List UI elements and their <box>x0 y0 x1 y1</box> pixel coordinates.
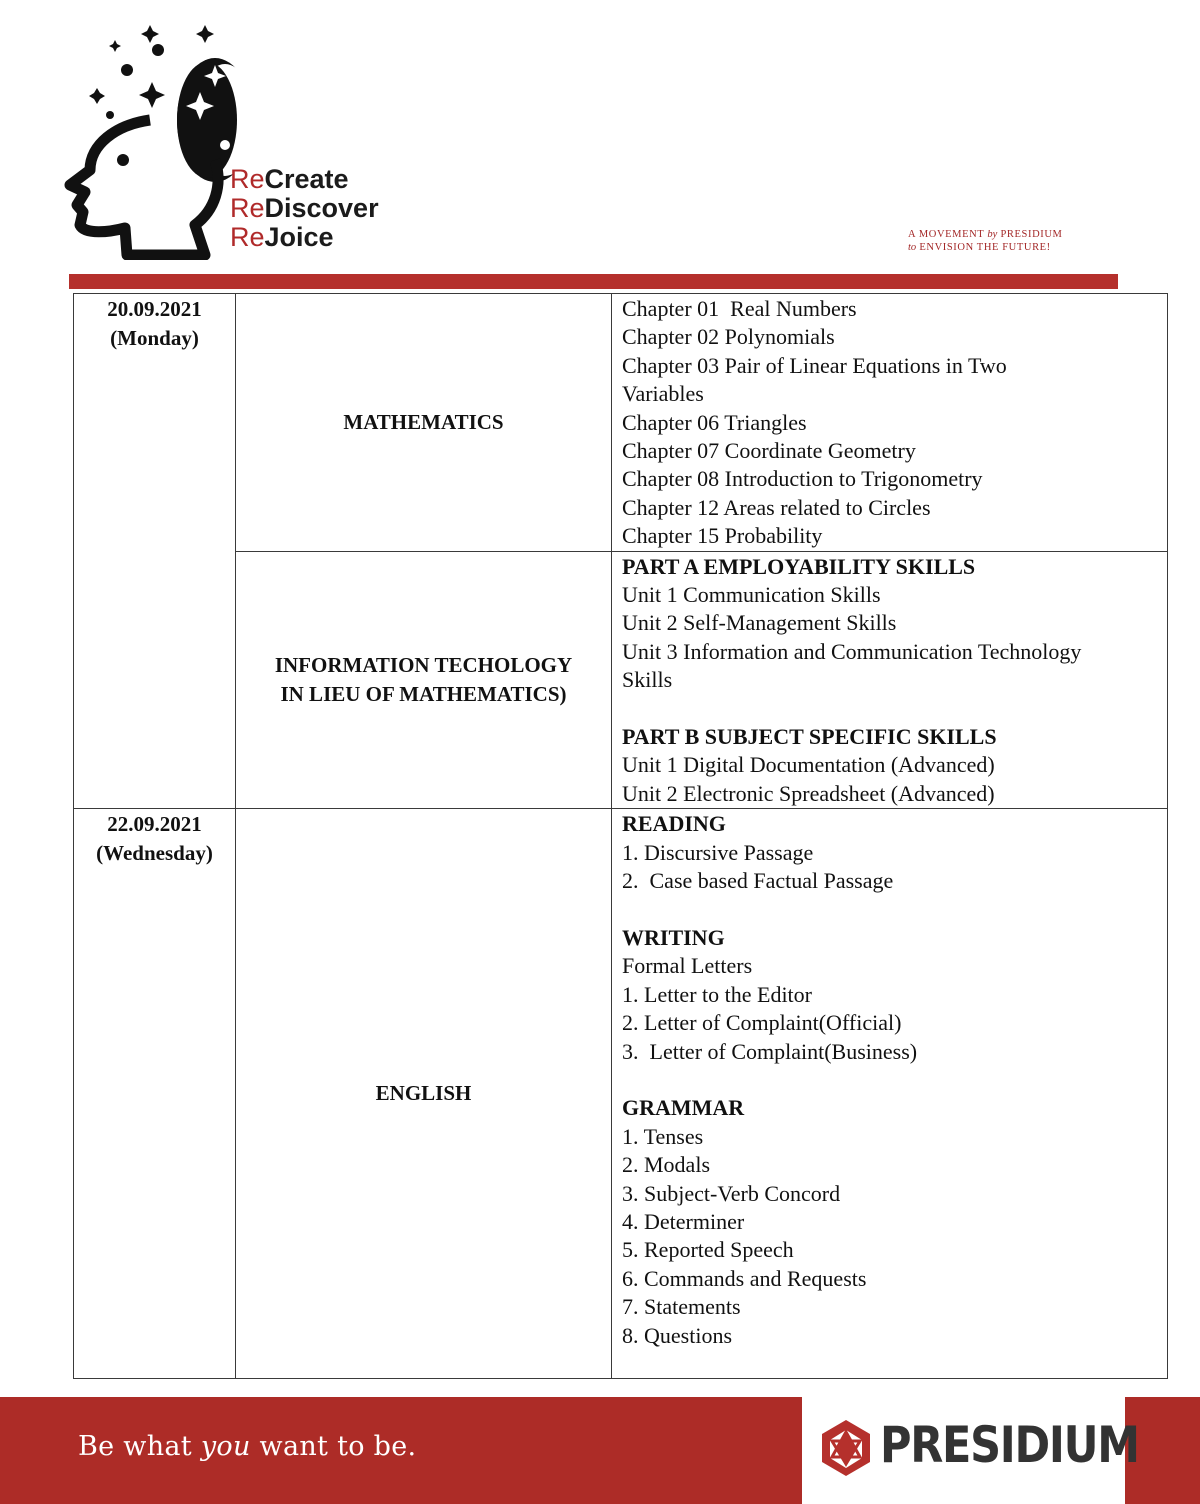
schedule-body <box>74 294 1168 1379</box>
syllabus-heading: PART B SUBJECT SPECIFIC SKILLS <box>622 724 997 750</box>
syllabus-item <box>622 1350 1163 1378</box>
subject-cell <box>236 294 612 552</box>
syllabus-item: Chapter 02 Polynomials <box>622 324 835 350</box>
syllabus-item: Formal Letters <box>622 953 753 979</box>
syllabus-item: Chapter 15 Probability <box>622 523 823 549</box>
header-divider <box>69 274 1118 289</box>
syllabus-item: 3. Subject-Verb Concord <box>622 1180 841 1206</box>
syllabus-item <box>622 896 1163 924</box>
syllabus-item: Chapter 12 Areas related to Circles <box>622 494 931 520</box>
exam-date-cell <box>74 294 236 809</box>
syllabus-item: Unit 2 Self-Management Skills <box>622 610 897 636</box>
syllabus-item: 1. Letter to the Editor <box>622 981 812 1007</box>
syllabus-item: Chapter 08 Introduction to Trigonometry <box>622 466 983 492</box>
syllabus-item: Chapter 06 Triangles <box>622 409 807 435</box>
tagline-recreate: ReCreate <box>230 164 349 194</box>
logo-taglines <box>230 165 379 252</box>
exam-day: (Wednesday) <box>96 841 213 866</box>
syllabus-item: Skills <box>622 667 673 693</box>
exam-schedule-table <box>73 293 1168 1379</box>
syllabus-item: 2. Letter of Complaint(Official) <box>622 1010 902 1036</box>
syllabus-item: Chapter 07 Coordinate Geometry <box>622 438 916 464</box>
footer-slogan: Be what you want to be. <box>78 1431 417 1462</box>
subject-cell <box>236 551 612 809</box>
movement-tagline: A MOVEMENT by PRESIDIUM to ENVISION THE FUTURE! <box>908 229 1063 253</box>
subject-name: ENGLISH <box>375 1081 472 1106</box>
syllabus-item: Unit 1 Communication Skills <box>622 582 881 608</box>
syllabus-item: 5. Reported Speech <box>622 1237 794 1263</box>
presidium-brand-name: PRESIDIUM <box>880 1416 1139 1474</box>
presidium-logo-icon <box>816 1418 876 1478</box>
schedule-row <box>74 294 1168 552</box>
syllabus-item: Unit 3 Information and Communication Technology <box>622 638 1082 664</box>
schedule-row <box>74 809 1168 1379</box>
tagline-rejoice: ReJoice <box>230 222 334 252</box>
syllabus-item: 1. Discursive Passage <box>622 839 814 865</box>
syllabus-cell <box>612 809 1168 1379</box>
syllabus-item: 2. Case based Factual Passage <box>622 868 894 894</box>
schedule-row <box>74 551 1168 809</box>
syllabus-item: 8. Questions <box>622 1322 732 1348</box>
tagline-rediscover: ReDiscover <box>230 193 379 223</box>
syllabus-item: Chapter 01 Real Numbers <box>622 296 857 321</box>
syllabus-item: 2. Modals <box>622 1152 710 1178</box>
syllabus-item: Chapter 03 Pair of Linear Equations in Two <box>622 352 1007 378</box>
syllabus-heading: PART A EMPLOYABILITY SKILLS <box>622 553 976 579</box>
syllabus-cell <box>612 551 1168 809</box>
exam-date-cell <box>74 809 236 1379</box>
syllabus-item: 3. Letter of Complaint(Business) <box>622 1038 918 1064</box>
subject-name: IN LIEU OF MATHEMATICS) <box>280 681 567 706</box>
syllabus-item: Variables <box>622 381 704 407</box>
recreate-logo-icon <box>55 20 255 260</box>
subject-name: INFORMATION TECHOLOGY <box>274 652 573 677</box>
syllabus-heading: WRITING <box>622 924 725 950</box>
exam-date: 20.09.2021 <box>107 297 202 321</box>
syllabus-item <box>622 695 1163 723</box>
syllabus-item: Unit 1 Digital Documentation (Advanced) <box>622 752 995 778</box>
subject-cell <box>236 809 612 1379</box>
syllabus-item <box>622 1066 1163 1094</box>
syllabus-cell <box>612 294 1168 552</box>
syllabus-heading: GRAMMAR <box>622 1095 745 1121</box>
exam-date: 22.09.2021 <box>107 812 202 837</box>
syllabus-heading: READING <box>622 811 726 837</box>
exam-day: (Monday) <box>110 326 199 350</box>
syllabus-item: 7. Statements <box>622 1294 741 1320</box>
syllabus-item: 4. Determiner <box>622 1208 745 1234</box>
syllabus-item: 6. Commands and Requests <box>622 1265 867 1291</box>
syllabus-item: 1. Tenses <box>622 1123 704 1149</box>
subject-name: MATHEMATICS <box>343 409 504 434</box>
syllabus-item: Unit 2 Electronic Spreadsheet (Advanced) <box>622 780 995 806</box>
